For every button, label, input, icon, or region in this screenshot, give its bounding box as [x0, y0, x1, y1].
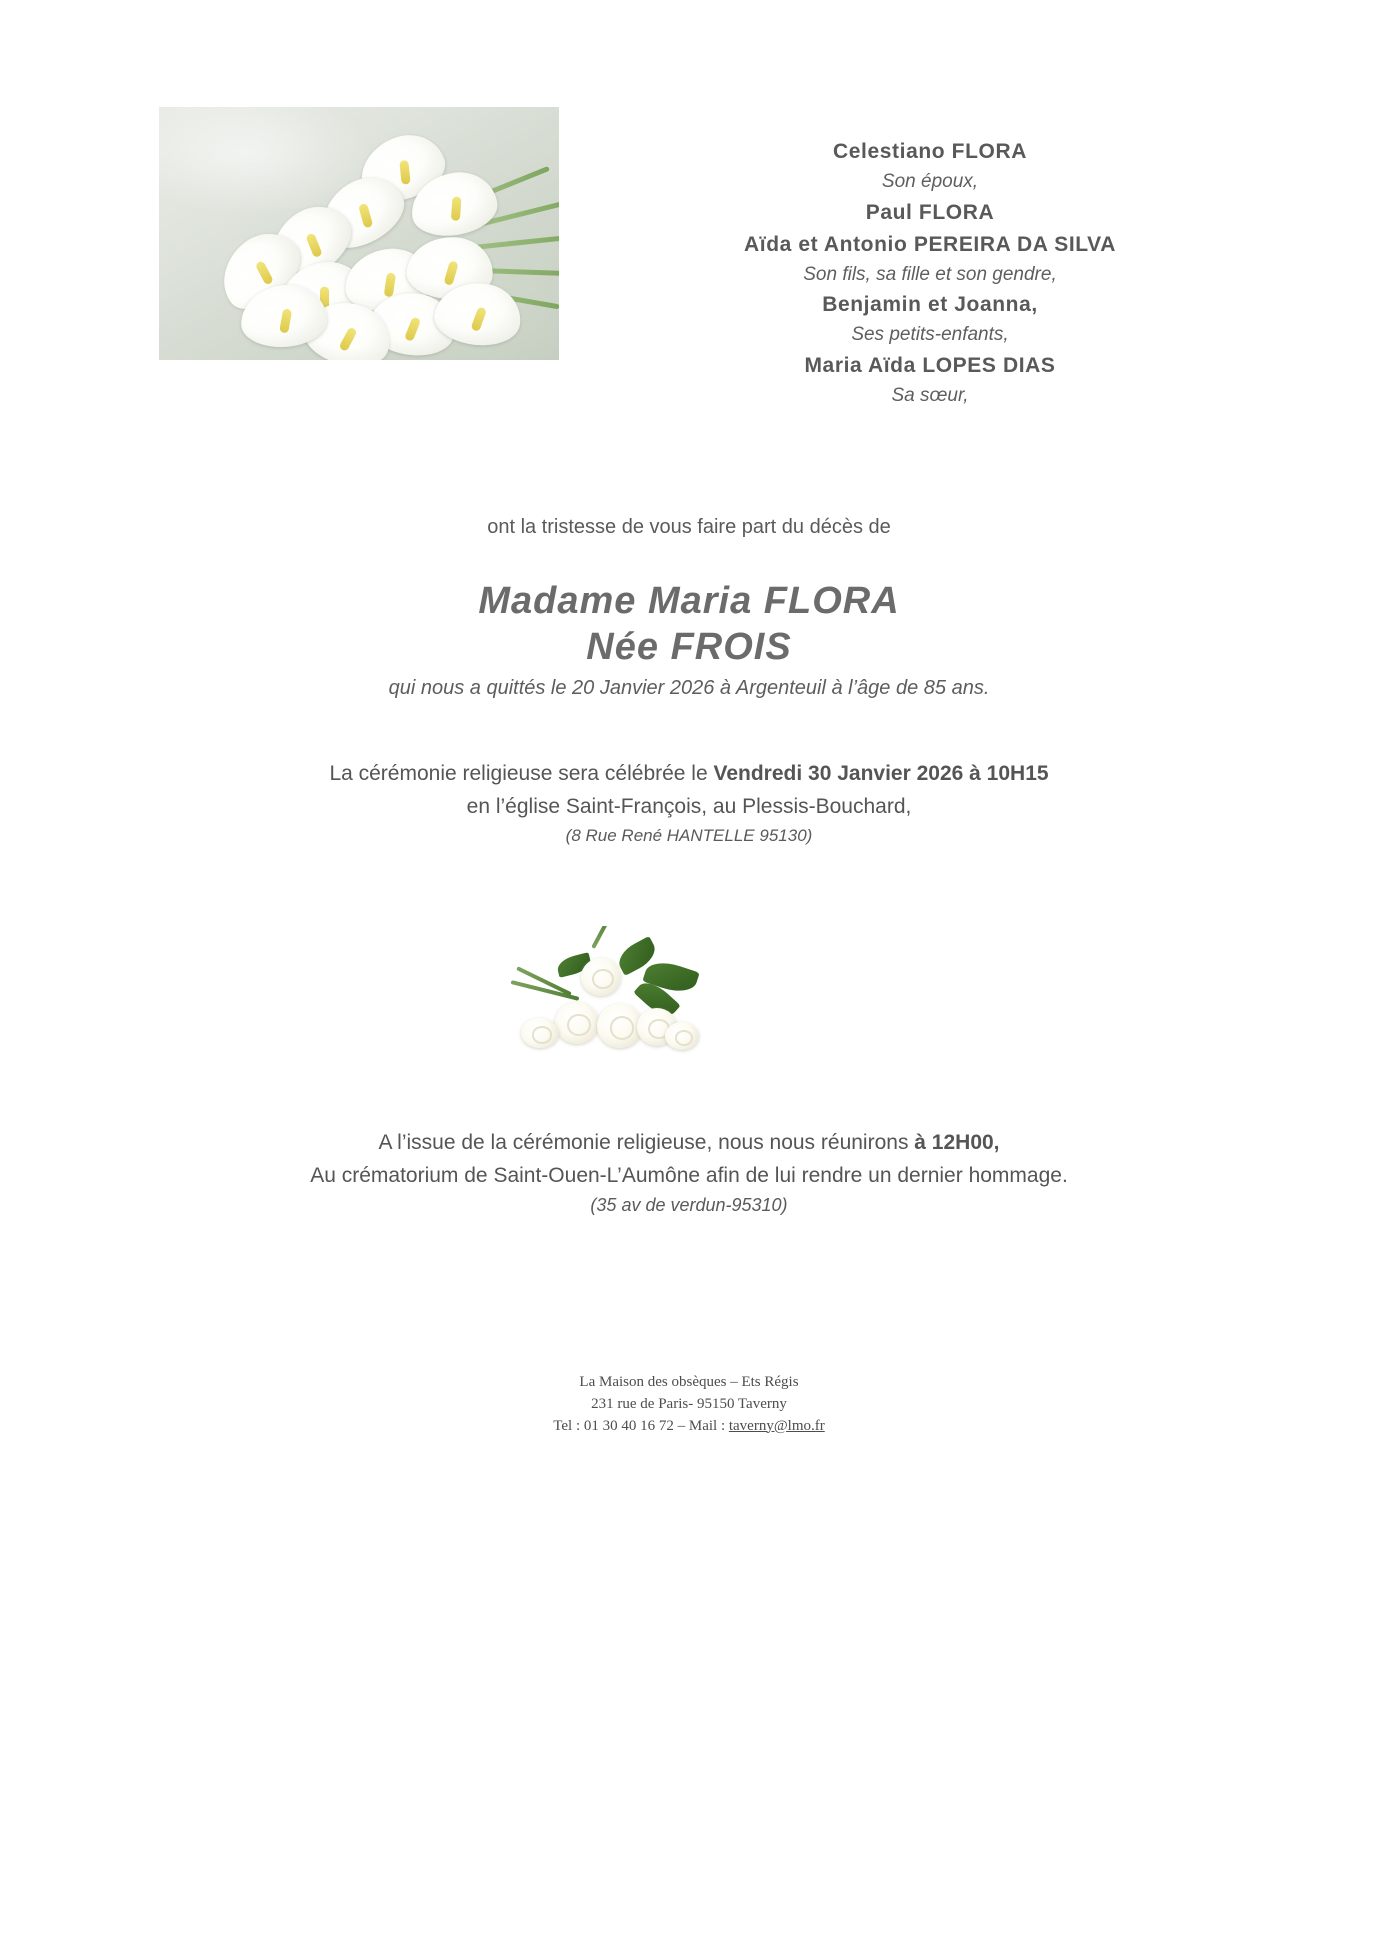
footer-block [0, 1372, 1378, 1437]
footer-address: 231 rue de Paris- 95150 Taverny [591, 1395, 787, 1412]
calla-lilies-photo [159, 107, 559, 360]
rose-bloom [555, 1002, 599, 1044]
rose-bloom [665, 1022, 699, 1050]
family-name: Benjamin et Joanna, [822, 293, 1038, 317]
family-name: Maria Aïda LOPES DIAS [804, 354, 1056, 378]
announcement-line: ont la tristesse de vous faire part du décès de [487, 516, 891, 538]
family-relation: Son époux, [881, 170, 979, 192]
after-ceremony-block [0, 1127, 1378, 1220]
deceased-block [0, 578, 1378, 700]
ceremony-block [0, 758, 1378, 849]
rose-bloom [581, 958, 621, 996]
ceremony-line-2: en l’église Saint-François, au Plessis-Bouchard, [466, 794, 912, 818]
family-name: Aïda et Antonio PEREIRA DA SILVA [744, 232, 1116, 256]
ceremony-datetime: Vendredi 30 Janvier 2026 à 10H15 [713, 762, 1049, 785]
after-ceremony-time: à 12H00, [914, 1131, 1000, 1154]
after-ceremony-line-1 [0, 1127, 1378, 1160]
family-relation: Son fils, sa fille et son gendre, [803, 263, 1057, 285]
white-roses-photo [497, 926, 717, 1076]
footer-phone: Tel : 01 30 40 16 72 – Mail : [553, 1417, 729, 1434]
deceased-details: qui nous a quittés le 20 Janvier 2026 à Argenteuil à l’âge de 85 ans. [388, 676, 990, 699]
ceremony-prefix: La cérémonie religieuse sera célébrée le [329, 762, 714, 785]
after-ceremony-address: (35 av de verdun-95310) [590, 1195, 788, 1216]
deceased-name: Madame Maria FLORA [478, 580, 900, 622]
ceremony-address: (8 Rue René HANTELLE 95130) [565, 826, 813, 846]
deceased-maiden-name: Née FROIS [586, 626, 792, 669]
family-relation: Ses petits-enfants, [851, 324, 1009, 346]
after-ceremony-line-2: Au crématorium de Saint-Ouen-L’Aumône afin de lui rendre un dernier hommage. [310, 1163, 1068, 1187]
ceremony-line-1 [0, 758, 1378, 791]
rose-bloom [521, 1018, 559, 1048]
family-list [600, 136, 1260, 411]
family-name: Celestiano FLORA [833, 140, 1027, 163]
family-relation: Sa sœur, [891, 385, 969, 407]
footer-contact [0, 1416, 1378, 1438]
after-ceremony-prefix: A l’issue de la cérémonie religieuse, nous nous réunirons [378, 1131, 915, 1154]
footer-mail-link[interactable]: taverny@lmo.fr [728, 1417, 825, 1434]
rose-stem [591, 926, 611, 949]
footer-company: La Maison des obsèques – Ets Régis [579, 1374, 799, 1390]
family-name: Paul FLORA [865, 200, 995, 224]
